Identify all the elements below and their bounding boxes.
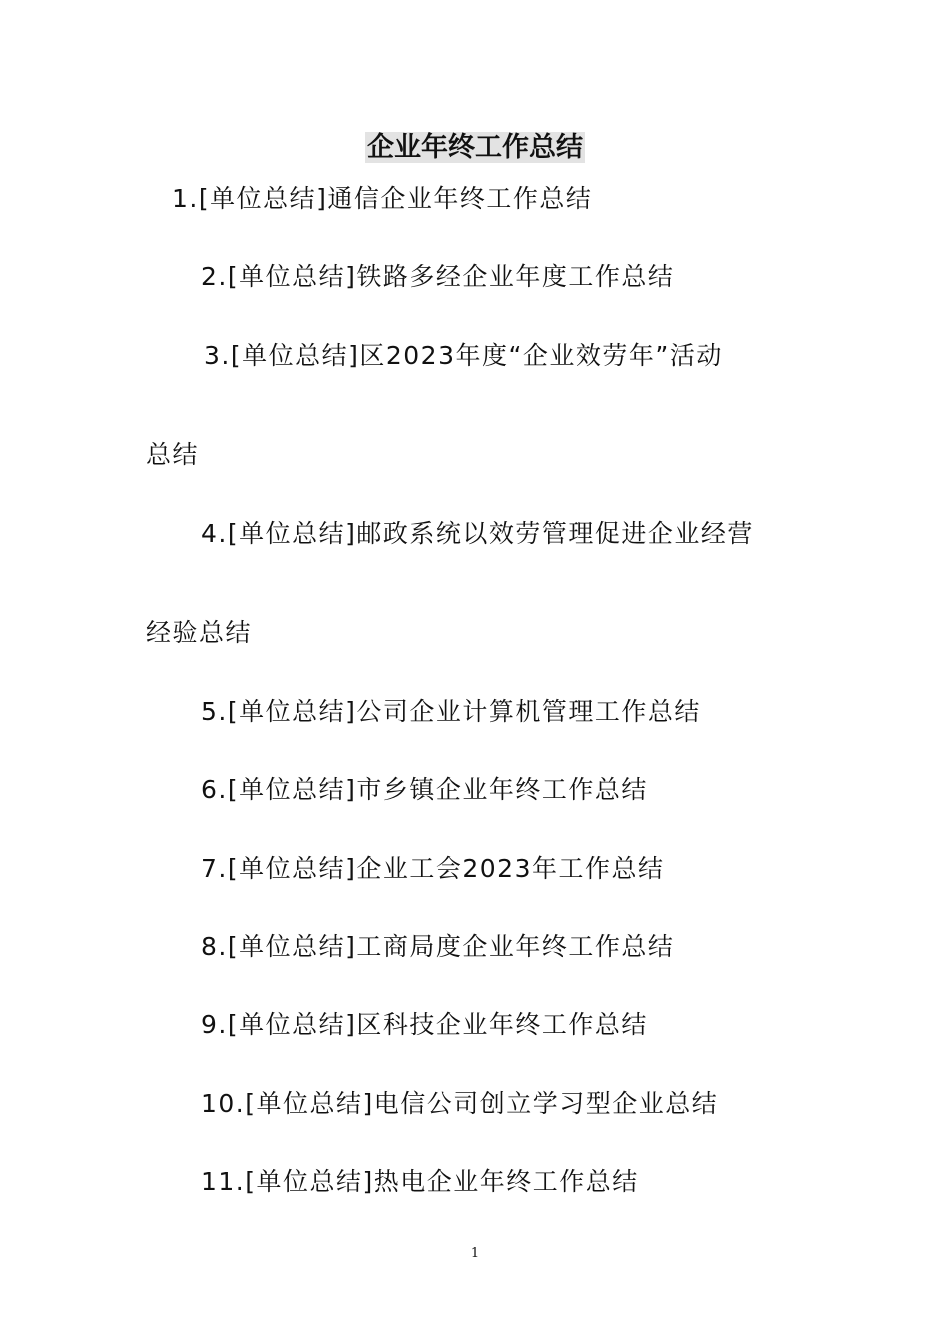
list-item-11: 11.[单位总结]热电企业年终工作总结: [201, 1167, 639, 1196]
list-item-7: 7.[单位总结]企业工会2023年工作总结: [201, 854, 665, 883]
list-item-2: 2.[单位总结]铁路多经企业年度工作总结: [201, 262, 675, 291]
list-item-1: 1.[单位总结]通信企业年终工作总结: [172, 184, 593, 213]
document-title: [0, 128, 950, 168]
document-title-text: 企业年终工作总结: [367, 132, 583, 163]
list-item-4-continuation: 经验总结: [146, 618, 253, 647]
page-number: 1: [470, 1246, 480, 1261]
list-item-5: 5.[单位总结]公司企业计算机管理工作总结: [201, 697, 701, 726]
list-item-10: 10.[单位总结]电信公司创立学习型企业总结: [201, 1089, 719, 1118]
list-item-3-continuation: 总结: [146, 440, 200, 469]
list-item-4: 4.[单位总结]邮政系统以效劳管理促进企业经营: [201, 519, 754, 548]
list-item-6: 6.[单位总结]市乡镇企业年终工作总结: [201, 775, 648, 804]
list-item-9: 9.[单位总结]区科技企业年终工作总结: [201, 1010, 648, 1039]
list-item-8: 8.[单位总结]工商局度企业年终工作总结: [201, 932, 675, 961]
list-item-3: 3.[单位总结]区2023年度“企业效劳年”活动: [204, 341, 723, 370]
